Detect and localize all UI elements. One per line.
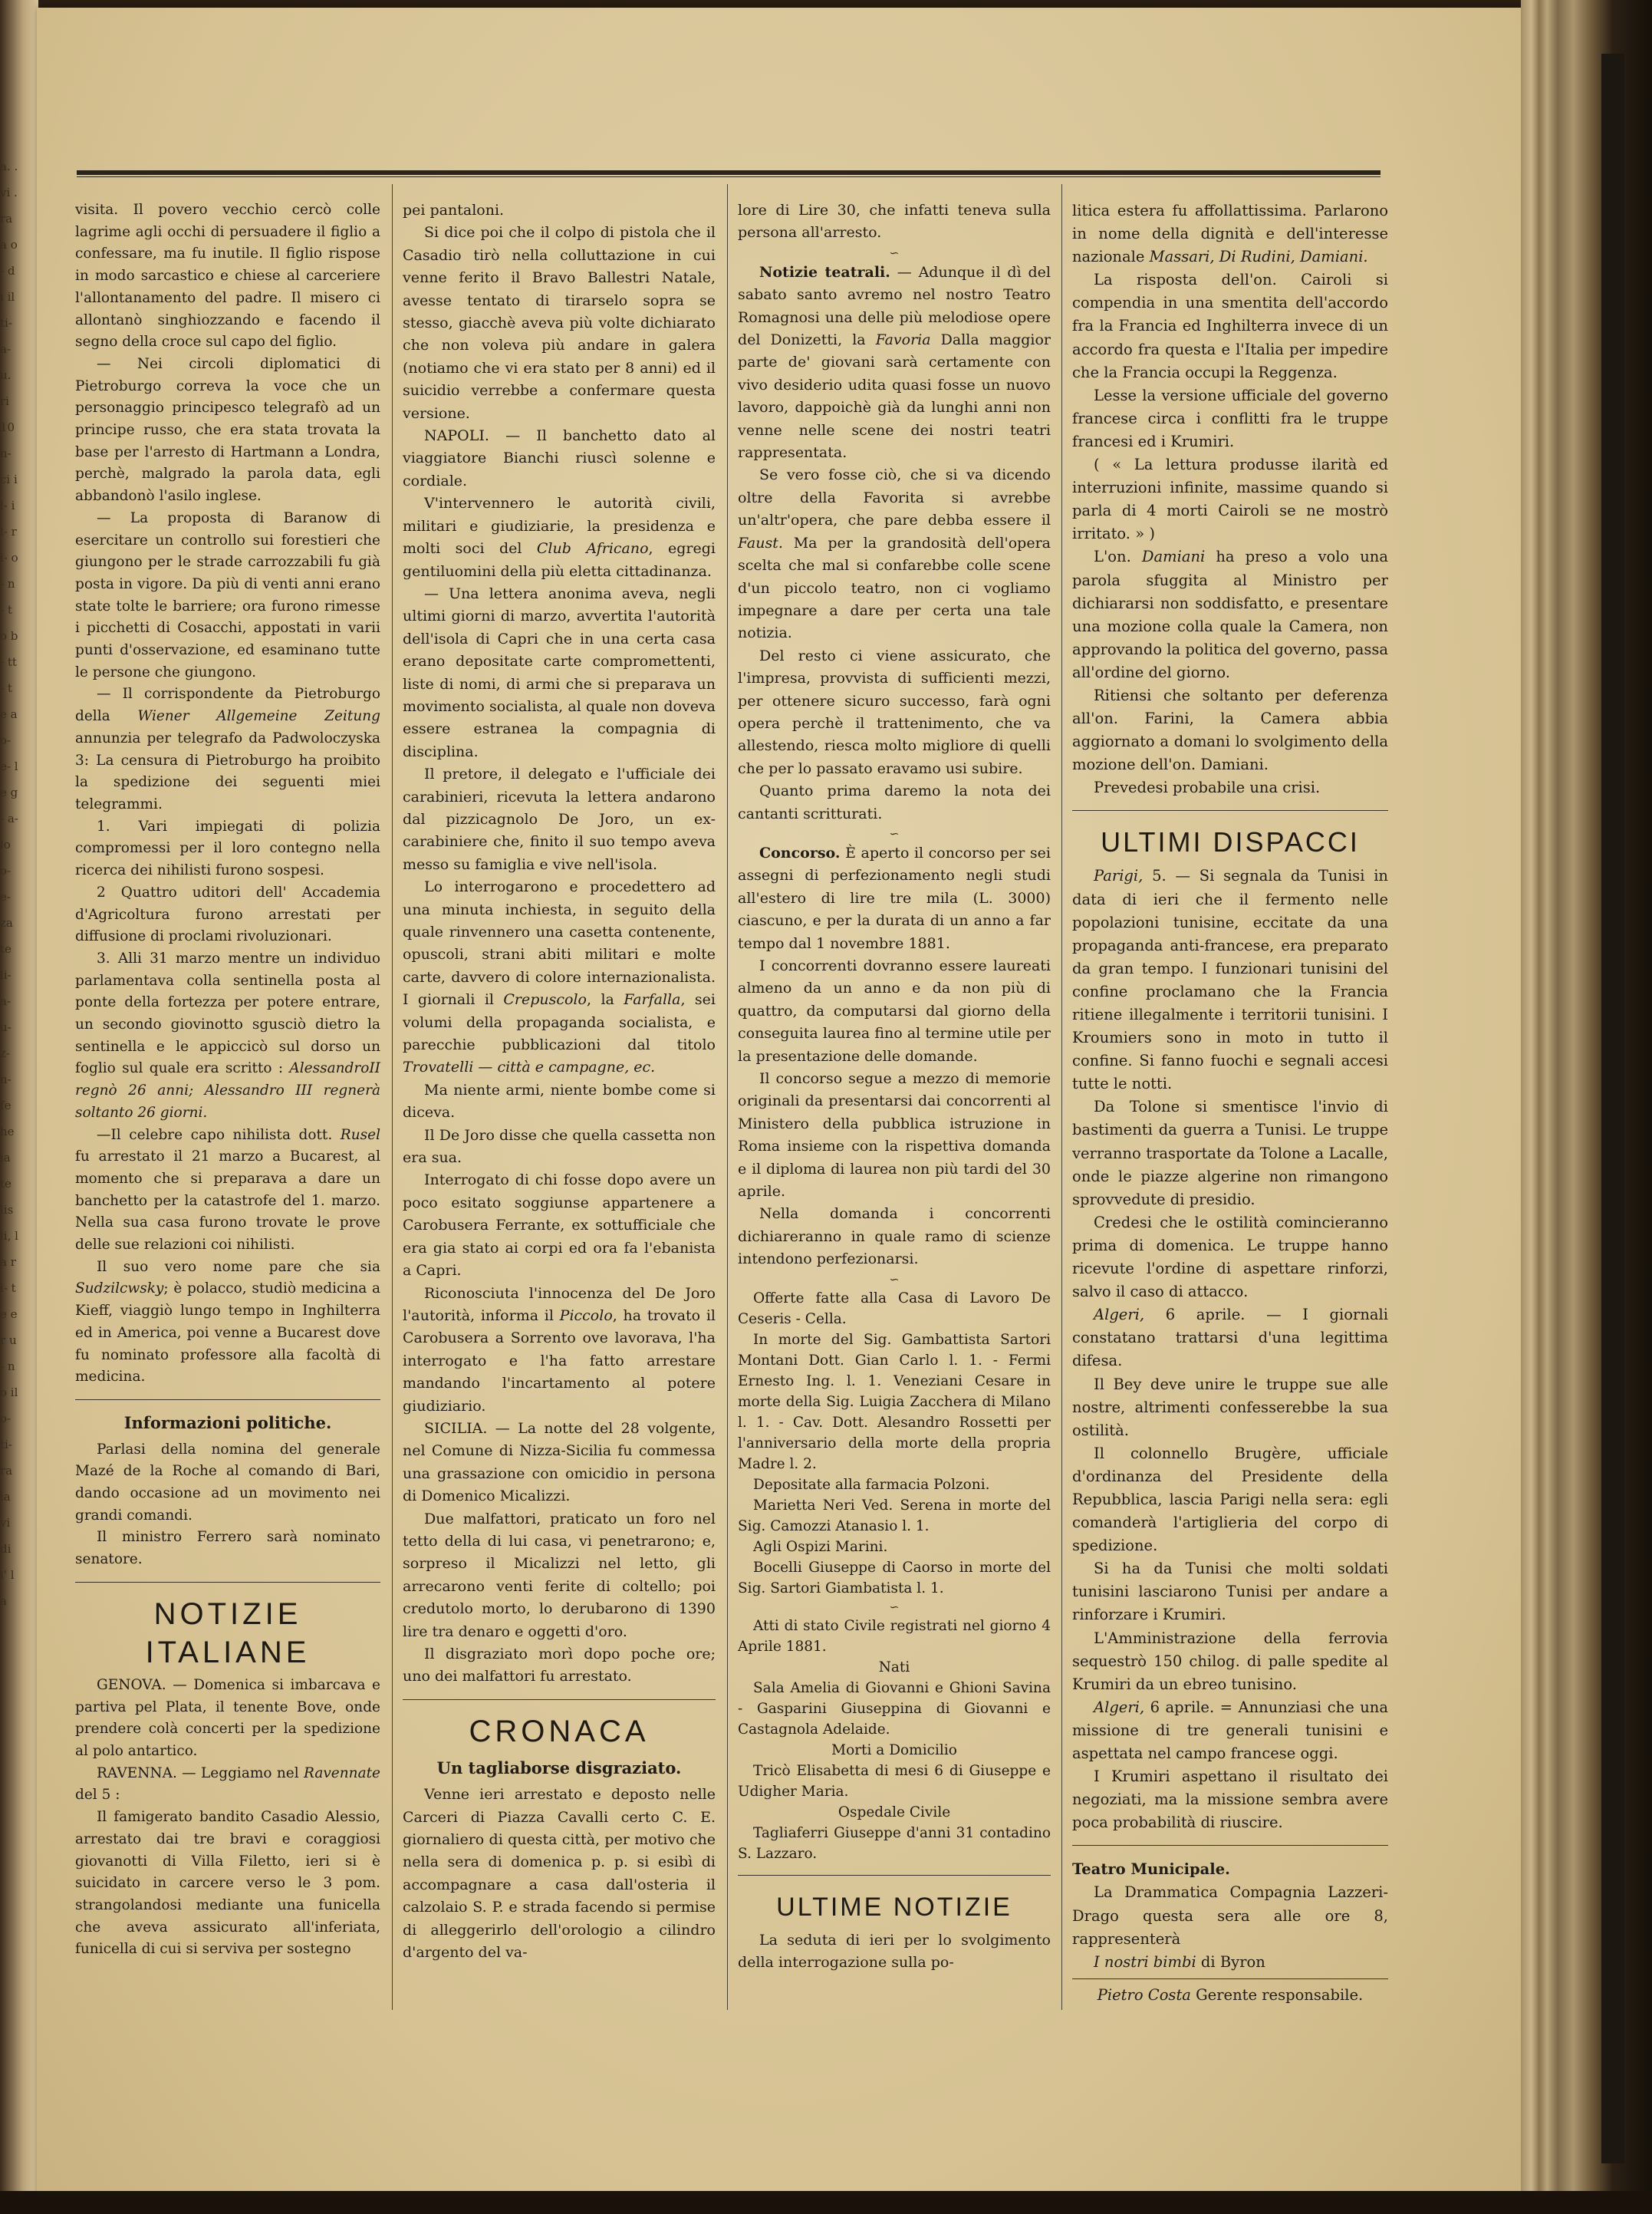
article-paragraph: Il famigerato bandito Casadio Alessio, arrestato dai tre bravi e coraggiosi giovanotti di Villa Filetto, ieri si è suicidato in carcere verso le 3 pom. strangolandosi mediante una funicella che aveva assicurato all'inferiata, funicella di cui si serviva per sostegno [75, 1809, 380, 1958]
article-paragraph: Il ministro Ferrero sarà nominato senatore. [75, 1529, 380, 1568]
notice-line: Tricò Elisabetta di mesi 6 di Giuseppe e Udigher Maria. [738, 1762, 1051, 1800]
article-paragraph: Notizie teatrali. — Adunque il dì del sabato santo avremo nel nostro Teatro Romagnosi una delle più melodiose opere del Donizetti, la Favoria Dalla maggior parte de' giovani sarà certamente con vivo desiderio udita quasi fosse un nuovo lavoro, dappoichè già da lunghi anni non venne nelle scene dei nostri teatri rappresentata. [738, 263, 1051, 462]
article-paragraph: Il Bey deve unire le truppe sue alle nostre, altrimenti confesserebbe la sua ostilità. [1072, 1375, 1388, 1439]
article-paragraph: Il colonnello Brugère, ufficiale d'ordinanza del Presidente della Repubblica, lascia Parigi nella sera: egli comanderà l'artiglieria del corpo di spedizione. [1072, 1444, 1388, 1555]
section-divider [75, 1582, 380, 1583]
section-divider [1072, 1978, 1388, 1979]
article-paragraph: — La proposta di Baranow di esercitare un controllo sui forestieri che giungono per le strade carrozzabili fu già posta in vigore. Da più di venti anni erano state tolte le barriere; ora furono rimesse i picchetti di Cosacchi, appostati in varii punti d'osservazione, ed esaminano tutte le persone che giungono. [75, 509, 380, 680]
notice-line: Tagliaferri Giuseppe d'anni 31 contadino S. Lazzaro. [738, 1824, 1051, 1862]
article-paragraph: 1. Vari impiegati di polizia compromessi per il loro contegno nella ricerca dei nihilisti furono sospesi. [75, 818, 380, 879]
article-paragraph: GENOVA. — Domenica si imbarcava e partiva pel Plata, il tenente Bove, onde prendere colà concerti per la spedizione al polo antartico. [75, 1676, 380, 1759]
notice-line: Depositate alla farmacia Polzoni. [753, 1476, 990, 1493]
section-divider [1072, 1845, 1388, 1846]
column-1 [75, 199, 380, 1961]
section-divider [1072, 810, 1388, 811]
article-paragraph: L'Amministrazione della ferrovia sequestrò 150 chilog. di palle spedite al Krumiri da un ebreo tunisino. [1072, 1629, 1388, 1693]
column-separator [1061, 184, 1062, 2010]
article-paragraph: Due malfattori, praticato un foro nel tetto della di lui casa, vi penetrarono; e, sorpreso il Micalizzi nel letto, gli arrecarono venti ferite di coltello; poi credutolo morto, lo derubarono di 1390 lire tra denaro e oggetti d'oro. [403, 1510, 716, 1640]
article-paragraph: — Il corrispondente da Pietroburgo della Wiener Allgemeine Zeitung annunzia per telegrafo da Padwoloczyska 3: La censura di Pietroburgo ha proibito la spedizione dei seguenti miei telegrammi. [75, 686, 380, 812]
article-paragraph: litica estera fu affollattissima. Parlarono in nome della dignità e dell'interesse nazionale Massari, Di Rudini, Damiani. [1072, 202, 1388, 266]
article-paragraph: Il pretore, il delegato e l'ufficiale dei carabinieri, ricevuta la lettera andarono dal pizzicagnolo De Joro, un ex-carabiniere che, finito il suo tempo aveva messo su famiglia e vive nell'isola. [403, 766, 716, 873]
article-paragraph: Algeri, 6 aprile. — I giornali constatano trattarsi d'una legittima difesa. [1072, 1306, 1388, 1370]
article-paragraph: SICILIA. — La notte del 28 volgente, nel Comune di Nizza-Sicilia fu commessa una grassazione con omicidio in persona di Domenico Micalizzi. [403, 1419, 716, 1505]
article-paragraph: 3. Alli 31 marzo mentre un individuo parlamentava colla sentinella posta al ponte della fortezza per potere entrare, un secondo giovinotto sgusciò dietro la sentinella e le appiccicò sul dorso un foglio sul quale era scritto : AlessandroII regnò 26 anni; Alessandro III regnerà soltanto 26 giorni. [75, 950, 380, 1121]
article-paragraph: Lo interrogarono e procedettero ad una minuta inchiesta, in seguito della quale rinvennero una casetta contenente, opuscoli, strani abiti militari e molte carte, davvero di colore internazionalista. I giornali il Crepuscolo, la Farfalla, sei volumi della propaganda socialista, e parecchie pubblicazioni dal titolo Trovatelli — città e campagne, ec. [403, 878, 716, 1076]
article-paragraph: Lesse la versione ufficiale del governo francese circa i conflitti fra le truppe francesi ed i Krumiri. [1072, 386, 1388, 450]
article-paragraph: Si dice poi che il colpo di pistola che il Casadio tirò nella colluttazione in cui venne ferito il Bravo Ballestri Natale, avesse tentato di tirarselo sopra se stesso, giacchè aveva più volte dichiarato che non voleva più andare in galera (notiamo che vi era stato per 8 anni) ed il suicidio verrebbe a confermare questa versione. [403, 224, 716, 422]
ornament-icon: ∽ [889, 825, 900, 841]
article-paragraph: Si ha da Tunisi che molti soldati tunisini lasciarono Tunisi per andare a rinforzare i Krumiri. [1072, 1560, 1388, 1624]
bottom-shadow [0, 2191, 1652, 2214]
article-paragraph: La seduta di ieri per lo svolgimento della interrogazione sulla po- [738, 1931, 1051, 1972]
column-2 [403, 199, 716, 1964]
section-title: ULTIMI DISPACCI [1101, 826, 1360, 858]
section-divider [403, 1699, 716, 1700]
notice-line: Atti di stato Civile registrati nel giorno 4 Aprile 1881. [738, 1617, 1051, 1655]
article-paragraph: Ma niente armi, niente bombe come si diceva. [403, 1081, 716, 1122]
article-paragraph: Ritiensi che soltanto per deferenza all'on. Farini, la Camera abbia aggiornato a domani lo svolgimento della mozione dell'on. Damiani. [1072, 686, 1388, 774]
article-paragraph: Il disgraziato morì dopo poche ore; uno dei malfattori fu arrestato. [403, 1646, 716, 1685]
section-heading: Informazioni politiche. [123, 1412, 332, 1432]
book-spine [1521, 0, 1652, 2214]
section-heading: Un tagliaborse disgraziato. [436, 1758, 682, 1777]
article-paragraph: NAPOLI. — Il banchetto dato al viaggiatore Bianchi riuscì solenne e cordiale. [403, 427, 716, 489]
article-paragraph: La risposta dell'on. Cairoli si compendia in una smentita dell'accordo fra la Francia ed Inghilterra invece di un accordo fra questa e l'Italia per impedire che la Francia occupi la Reggenza. [1072, 271, 1388, 381]
article-paragraph: Del resto ci viene assicurato, che l'impresa, provvista di sufficienti mezzi, per ottenere sicuro successo, farà ogni opera perchè il trattenimento, che va allestendo, riesca molto migliore di quelli che per lo passato eravamo usi subire. [738, 647, 1051, 777]
column-4 [1072, 199, 1388, 2007]
article-paragraph: L'on. Damiani ha preso a volo una parola sfuggita al Ministro per dichiararsi non soddisfatto, e presentare una mozione colla quale la Camera, non approvando la politica del governo, passa all'ordine del giorno. [1072, 548, 1388, 681]
article-paragraph: Parlasi della nomina del generale Mazé de la Roche al comando di Bari, dando occasione ad un movimento nei grandi comandi. [75, 1441, 380, 1524]
article-paragraph: —Il celebre capo nihilista dott. Rusel fu arrestato il 21 marzo a Bucarest, al momento che si preparava a dare un banchetto per la catastrofe del 1. marzo. Nella sua casa furono trovate le prove delle sue relazioni coi nihilisti. [75, 1126, 380, 1254]
article-paragraph: Venne ieri arrestato e deposto nelle Carceri di Piazza Cavalli certo C. E. giornaliero di questa città, per motivo che nella sera di domenica p. p. si esibì di accompagnare a casa dall'osteria il calzolaio S. P. e strada facendo si permise di alleggerirlo dell'orologio a cilindro d'argento del va- [403, 1786, 716, 1962]
section-heading: Concorso. [759, 844, 841, 862]
article-paragraph: Algeri, 6 aprile. = Annunziasi che una missione di tre generali tunisini e aspettata nel campo francese oggi. [1072, 1698, 1388, 1762]
notice-line: In morte del Sig. Gambattista Sartori Montani Dott. Gian Carlo l. 1. - Fermi Ernesto Ing. l. 1. Veneziani Cesare in morte della Sig. Luigia Zacchera di Milano l. 1. - Cav. Dott. Alesandro Rossetti per l'anniversario della morte della propria Madre l. 2. [738, 1331, 1051, 1472]
section-title: NOTIZIE ITALIANE [145, 1596, 311, 1669]
article-paragraph: ( « La lettura produsse ilarità ed interruzioni infinite, massime quando si parla di 4 morti Cairoli se ne mostrò irritato. » ) [1072, 456, 1388, 543]
signature-line: Pietro Costa Gerente responsabile. [1097, 1985, 1364, 2004]
article-paragraph: RAVENNA. — Leggiamo nel Ravennate del 5 : [75, 1764, 380, 1804]
article-paragraph: Il De Joro disse che quella cassetta non era sua. [403, 1126, 716, 1167]
article-paragraph: — Nei circoli diplomatici di Pietroburgo correva la voce che un personaggio principesco telegrafò ad un principe russo, che era stata trovata la base per l'arresto di Hartmann a Londra, perchè, malgrado la parola data, egli abbandonò l'asilo inglese. [75, 355, 380, 505]
article-paragraph: Da Tolone si smentisce l'invio di bastimenti da guerra a Tunisi. Le truppe verranno trasportate da Tolone a Lacalle, onde le piazze algerine non rimangono sprovvedute di presidio. [1072, 1098, 1388, 1208]
ornament-icon: ∽ [889, 1599, 900, 1614]
column-3 [738, 199, 1051, 1975]
notice-subhead: Morti a Domicilio [831, 1741, 957, 1758]
notice-line: Sala Amelia di Giovanni e Ghioni Savina - Gasparini Giuseppina di Giovanni e Castagnola Adelaide. [738, 1679, 1051, 1738]
article-paragraph: Prevedesi probabile una crisi. [1094, 779, 1321, 797]
section-heading: Teatro Municipale. [1072, 1860, 1230, 1879]
article-paragraph: — Una lettera anonima aveva, negli ultimi giorni di marzo, avvertita l'autorità dell'isola di Capri che in una certa casa erano depositate carte compromettenti, liste di nomi, di armi che si preparava un movimento socialista, al quale non doveva essere estranea la compagnia di disciplina. [403, 585, 716, 760]
article-paragraph: Il concorso segue a mezzo di memorie originali da presentarsi dai concorrenti al Ministero della pubblica istruzione in Roma insieme con la rispettiva domanda e il diploma di laurea non più tardi del 30 aprile. [738, 1070, 1051, 1201]
article-paragraph: pei pantaloni. [403, 202, 505, 219]
article-paragraph: Il suo vero nome pare che sia Sudzilcwsky; è polacco, studiò medicina a Kieff, viaggiò lungo tempo in Inghilterra ed in America, poi venne a Bucarest dove fu nominato professore alla facoltà di medicina. [75, 1258, 380, 1385]
article-paragraph: Quanto prima daremo la nota dei cantanti scritturati. [738, 782, 1051, 822]
header-rule-thin [77, 176, 1381, 177]
header-rule [77, 170, 1381, 175]
section-heading: Notizie teatrali. [759, 263, 890, 281]
article-paragraph: 2 Quattro uditori dell' Accademia d'Agricoltura furono arrestati per diffusione di proclami rivoluzionari. [75, 884, 380, 945]
article-paragraph: Nella domanda i concorrenti dichiareranno in quale ramo di scienze intendono perfezionarsi. [738, 1205, 1051, 1268]
article-paragraph: lore di Lire 30, che infatti teneva sulla persona all'arresto. [738, 202, 1051, 242]
article-paragraph: visita. Il povero vecchio cercò colle lagrime agli occhi di persuadere il figlio a confessare, ma fu inutile. Il figlio rispose in modo sarcastico e chiese al carceriere l'allontanamento del padre. Il misero ci allontanò singhiozzando e facendo il segno della croce sul capo del figlio. [75, 202, 380, 351]
section-title: CRONACA [469, 1714, 650, 1748]
ornament-icon: ∽ [889, 1271, 900, 1287]
civic-notices [738, 1288, 1051, 1864]
notice-subhead: Ospedale Civile [838, 1804, 951, 1820]
article-paragraph: Se vero fosse ciò, che si va dicendo oltre della Favorita si avrebbe un'altr'opera, che pare debba essere il Faust. Ma per la grandosità dell'opera scelta che mal si confarebbe colle scene d'un piccolo teatro, non ci vogliamo impegnare a dare per certa una tale notizia. [738, 466, 1051, 642]
article-paragraph: Interrogato di chi fosse dopo avere un poco esitato soggiunse appartenere a Carobusera Ferrante, ex sottufficiale che era gia stato ai corpi ed ora fa l'ebanista a Capri. [403, 1171, 716, 1280]
section-divider [738, 1875, 1051, 1876]
article-paragraph: V'intervennero le autorità civili, militari e giudiziarie, la presidenza e molti soci del Club Africano, egregi gentiluomini della più eletta cittadinanza. [403, 495, 716, 580]
left-page-fragments: a. . vi . ra a o- di il ti- a- u. ri 10 n- ci il- il- ri- o- n- to b- tt- te a o- e- le g- a- lo o- e- za te li- a- u- z- n- fe he ia te lis li, la ri- te er u- no il o- ti- ra ia vi di l' la [0, 160, 18, 1608]
notice-line: Marietta Neri Ved. Serena in morte del Sig. Camozzi Atanasio l. 1. [738, 1497, 1051, 1534]
article-paragraph: I nostri bimbi di Byron [1094, 1952, 1265, 1971]
article-paragraph: I concorrenti dovranno essere laureati almeno da un anno e da non più di quattro, da computarsi dal giorno della conseguita laurea fino al termine utile per la presentazione delle domande. [738, 957, 1051, 1065]
article-paragraph: Parigi, 5. — Si segnala da Tunisi in data di ieri che il fermento nelle popolazioni tunisine, eccitate da una propaganda anti-francese, era preparato da gran tempo. I funzionari tunisini del confine proclamano che la Francia ritiene illegalmente i territorii tunisini. I Kroumiers sono in moto in tutto il confine. Si fanno fuochi e segnali accesi tutte le notti. [1072, 867, 1388, 1093]
section-divider [75, 1399, 380, 1400]
notice-line: Agli Ospizi Marini. [753, 1538, 888, 1555]
ornament-icon: ∽ [889, 245, 900, 260]
column-separator [727, 184, 728, 2010]
article-paragraph: Riconosciuta l'innocenza del De Joro l'autorità, informa il Piccolo, ha trovato il Carobusera a Sorrento ove lavorava, l'ha interrogato e l'ha fatto arrestare mandando l'incartamento al potere giudiziario. [403, 1284, 716, 1415]
article-paragraph: Concorso. È aperto il concorso per sei assegni di perfezionamento negli studi all'estero di lire tre mila (L. 3000) ciascuno, e per la durata di un anno a far tempo dal 1 novembre 1881. [738, 844, 1051, 952]
column-separator [392, 184, 393, 2010]
notice-line: Bocelli Giuseppe di Caorso in morte del Sig. Sartori Giambatista l. 1. [738, 1559, 1051, 1596]
notice-line: Offerte fatte alla Casa di Lavoro De Ceseris - Cella. [738, 1290, 1051, 1327]
article-paragraph: La Drammatica Compagnia Lazzeri-Drago questa sera alle ore 8, rappresenterà [1072, 1883, 1388, 1948]
article-paragraph: I Krumiri aspettano il risultato dei negoziati, ma la missione sembra avere poca probabilità di riuscire. [1072, 1768, 1388, 1832]
article-paragraph: Credesi che le ostilità comincieranno prima di domenica. Le truppe hanno ricevute l'ordine di aspettare rinforzi, salvo il caso di attacco. [1072, 1213, 1388, 1301]
section-title: ULTIME NOTIZIE [776, 1892, 1012, 1922]
notice-subhead: Nati [878, 1659, 910, 1675]
